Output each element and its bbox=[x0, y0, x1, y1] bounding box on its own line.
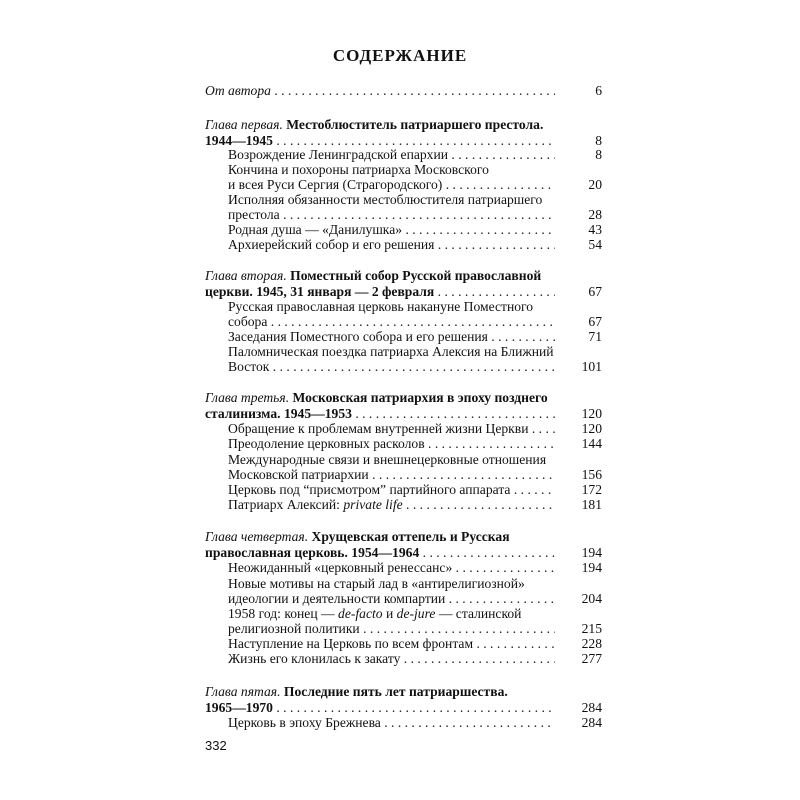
section-1-2: Кончина и похороны патриарха Московского bbox=[228, 162, 489, 177]
section-1-5-page: 54 bbox=[588, 237, 602, 252]
section-1-3: Исполняя обязанности местоблюстителя патриаршего bbox=[228, 192, 543, 207]
section-5-1-page: 284 bbox=[581, 715, 602, 730]
section-4-4-page: 228 bbox=[581, 636, 602, 651]
section-3-1: Обращение к проблемам внутренней жизни Церкви . . . bbox=[228, 421, 555, 437]
section-1-1-page: 8 bbox=[595, 147, 602, 162]
section-3-2-page: 144 bbox=[581, 436, 602, 451]
section-2-1-cont: собора . . . bbox=[228, 314, 555, 330]
section-4-5-page: 277 bbox=[581, 651, 602, 666]
section-4-2: Новые мотивы на старый лад в «антирелигиозной» bbox=[228, 576, 525, 591]
preface-label: От автора . . . bbox=[205, 83, 555, 99]
section-4-1: Неожиданный «церковный ренессанс» . . . bbox=[228, 560, 555, 576]
chapter-5-title: Глава пятая. Последние пять лет патриаршества. bbox=[205, 684, 508, 699]
section-3-3-cont: Московской патриархии . . . bbox=[228, 467, 555, 483]
section-2-2-page: 71 bbox=[588, 329, 602, 344]
chapter-2-dates: церкви. 1945, 31 января — 2 февраля . . . bbox=[205, 284, 555, 300]
chapter-3-title: Глава третья. Московская патриархия в эпоху позднего bbox=[205, 390, 548, 405]
section-1-4-page: 43 bbox=[588, 222, 602, 237]
chapter-1-page: 8 bbox=[595, 133, 602, 148]
chapter-4-title: Глава четвертая. Хрущевская оттепель и Русская bbox=[205, 529, 510, 544]
section-1-5: Архиерейский собор и его решения . . . bbox=[228, 237, 555, 253]
preface-page: 6 bbox=[595, 83, 602, 98]
section-2-3-cont: Восток . . . bbox=[228, 359, 555, 375]
chapter-4-dates: православная церковь. 1954—1964 . . . bbox=[205, 545, 555, 561]
section-1-3-page: 28 bbox=[588, 207, 602, 222]
chapter-5-page: 284 bbox=[581, 700, 602, 715]
section-2-2: Заседания Поместного собора и его решения . . . bbox=[228, 329, 555, 345]
section-3-5-page: 181 bbox=[581, 497, 602, 512]
section-1-4: Родная душа — «Данилушка» . . . bbox=[228, 222, 555, 238]
chapter-2-page: 67 bbox=[588, 284, 602, 299]
chapter-1-title: Глава первая. Местоблюститель патриаршего престола. bbox=[205, 117, 544, 132]
chapter-4-page: 194 bbox=[581, 545, 602, 560]
section-1-1: Возрождение Ленинградской епархии . . . bbox=[228, 147, 555, 163]
section-1-3-cont: престола . . . bbox=[228, 207, 555, 223]
section-4-3: 1958 год: конец — de-facto и de-jure — сталинской bbox=[228, 606, 522, 621]
section-4-2-cont: идеологии и деятельности компартии . . . bbox=[228, 591, 555, 607]
chapter-3-page: 120 bbox=[581, 406, 602, 421]
section-2-3-page: 101 bbox=[581, 359, 602, 374]
chapter-5-dates: 1965—1970 . . . bbox=[205, 700, 555, 716]
section-2-1: Русская православная церковь накануне Поместного bbox=[228, 299, 534, 314]
section-3-4-page: 172 bbox=[581, 482, 602, 497]
section-3-3-page: 156 bbox=[581, 467, 602, 482]
section-1-2-page: 20 bbox=[588, 177, 602, 192]
page-title: СОДЕРЖАНИЕ bbox=[332, 46, 468, 65]
section-2-3: Паломническая поездка патриарха Алексия на Ближний bbox=[228, 344, 554, 359]
section-3-4: Церковь под “присмотром” партийного аппарата . . . bbox=[228, 482, 555, 498]
section-3-1-page: 120 bbox=[581, 421, 602, 436]
section-3-5: Патриарх Алексий: private life . . . bbox=[228, 497, 555, 513]
section-3-3: Международные связи и внешнецерковные отношения bbox=[228, 452, 547, 467]
section-2-1-page: 67 bbox=[588, 314, 602, 329]
section-4-3-page: 215 bbox=[581, 621, 602, 636]
chapter-1-dates: 1944—1945 . . . bbox=[205, 133, 555, 149]
section-4-2-page: 204 bbox=[581, 591, 602, 606]
section-4-1-page: 194 bbox=[581, 560, 602, 575]
section-1-2-cont: и всея Руси Сергия (Страгородского) . . . bbox=[228, 177, 555, 193]
section-3-2: Преодоление церковных расколов . . . bbox=[228, 436, 555, 452]
chapter-3-dates: сталинизма. 1945—1953 . . . bbox=[205, 406, 555, 422]
section-4-3-cont: религиозной политики . . . bbox=[228, 621, 555, 637]
section-5-1: Церковь в эпоху Брежнева . . . bbox=[228, 715, 555, 731]
chapter-2-title: Глава вторая. Поместный собор Русской православной bbox=[205, 268, 542, 283]
section-4-5: Жизнь его клонилась к закату . . . bbox=[228, 651, 555, 667]
page-number: 332 bbox=[205, 738, 227, 753]
section-4-4: Наступление на Церковь по всем фронтам . . . bbox=[228, 636, 555, 652]
